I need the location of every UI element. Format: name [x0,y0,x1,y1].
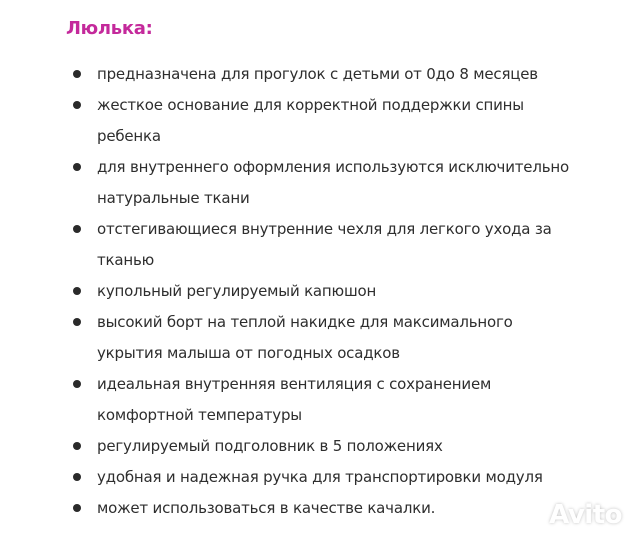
bullet-icon [73,442,81,450]
list-item [0,59,577,90]
bullet-icon [73,287,81,295]
list-item [0,493,577,524]
item-text: отстегивающиеся внутренние чехля для легкого ухода за тканью [97,220,552,269]
item-text: жесткое основание для корректной поддержки спины ребенка [97,96,524,145]
bullet-icon [73,504,81,512]
item-text: идеальная внутренняя вентиляция с сохранением комфортной температуры [97,375,492,424]
item-text: предназначена для прогулок с детьми от 0до 8 месяцев [97,65,538,83]
list-item [0,214,577,276]
item-text: может использоваться в качестве качалки. [97,499,436,517]
bullet-icon [73,163,81,171]
item-text: купольный регулируемый капюшон [97,282,377,300]
avito-watermark: Avito [549,500,622,530]
list-item [0,152,577,214]
item-text: регулируемый подголовник в 5 положениях [97,437,443,455]
item-text: удобная и надежная ручка для транспортировки модуля [97,468,543,486]
list-item [0,369,577,431]
bullet-icon [73,70,81,78]
list-item [0,307,577,369]
bullet-icon [73,473,81,481]
list-item [0,462,577,493]
bullet-icon [73,380,81,388]
item-text: высокий борт на теплой накидке для максимального укрытия малыша от погодных осадков [97,313,513,362]
list-item [0,431,577,462]
item-text: для внутреннего оформления используются исключительно натуральные ткани [97,158,569,207]
feature-list [0,59,577,524]
bullet-icon [73,225,81,233]
bullet-icon [73,101,81,109]
list-item [0,276,577,307]
bullet-icon [73,318,81,326]
list-item [0,90,577,152]
section-title: Люлька: [66,18,153,39]
